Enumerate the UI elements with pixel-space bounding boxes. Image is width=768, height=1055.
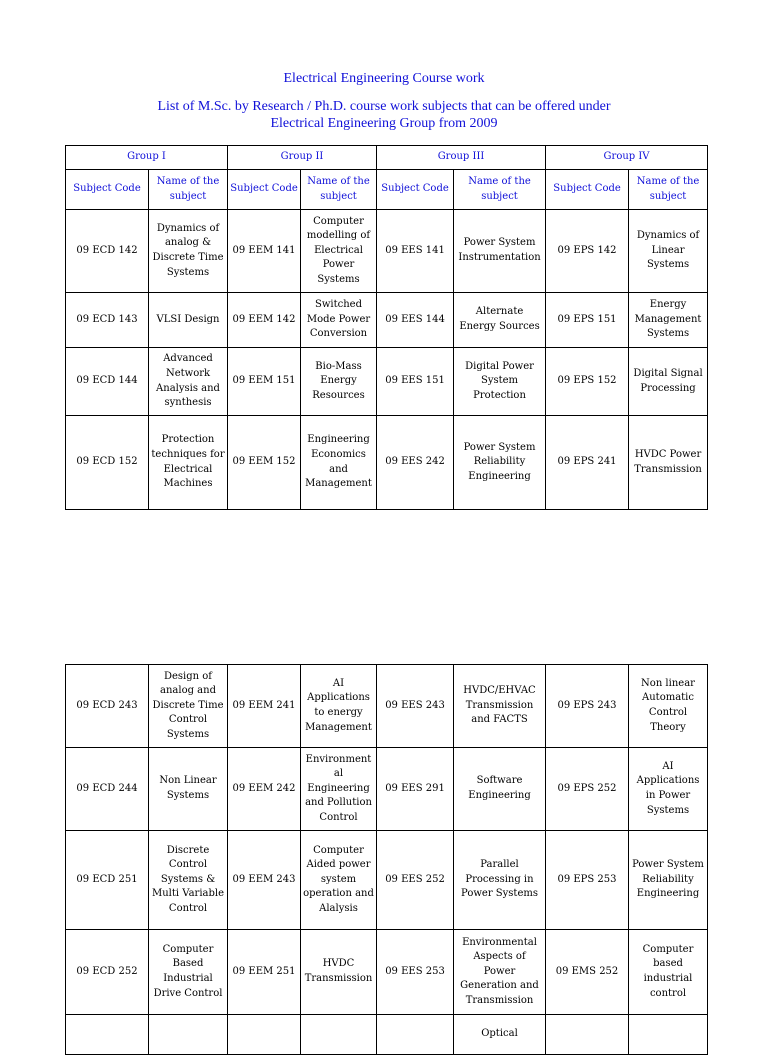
subject-name-cell: Switched Mode Power Conversion: [301, 293, 377, 348]
column-header-subject-name: Name of the subject: [629, 170, 708, 210]
subject-code-cell: 09 ECD 244: [66, 748, 149, 831]
page-title: Electrical Engineering Course work: [283, 71, 485, 86]
table-row: [66, 1015, 708, 1055]
subject-name-cell: Power System Reliability Engineering: [629, 831, 708, 930]
column-header-subject-code: Subject Code: [546, 170, 629, 210]
subject-name-cell: Computer based industrial control: [629, 930, 708, 1015]
subject-name-cell: Computer modelling of Electrical Power Systems: [301, 210, 377, 293]
subject-name-cell: HVDC Transmission: [301, 930, 377, 1015]
subject-name-cell: Discrete Control Systems & Multi Variable Control: [149, 831, 228, 930]
subject-name-cell: Dynamics of Linear Systems: [629, 210, 708, 293]
group-header-row: [66, 146, 708, 170]
subject-code-cell: 09 EPS 152: [546, 348, 629, 416]
subject-code-cell: 09 EPS 252: [546, 748, 629, 831]
table-row: [66, 665, 708, 748]
subject-code-cell: 09 EES 291: [377, 748, 454, 831]
subject-name-cell: Bio-Mass Energy Resources: [301, 348, 377, 416]
subject-code-cell: [546, 1015, 629, 1055]
subject-name-cell: Computer Based Industrial Drive Control: [149, 930, 228, 1015]
subject-name-cell: Digital Power System Protection: [454, 348, 546, 416]
subject-code-cell: [66, 1015, 149, 1055]
subject-name-cell: [629, 1015, 708, 1055]
course-table-part-1: [65, 145, 708, 510]
subject-name-cell: AI Applications in Power Systems: [629, 748, 708, 831]
subject-code-cell: 09 EES 253: [377, 930, 454, 1015]
subject-name-cell: Dynamics of analog & Discrete Time Systems: [149, 210, 228, 293]
subject-code-cell: 09 EPS 243: [546, 665, 629, 748]
column-header-subject-code: Subject Code: [66, 170, 149, 210]
subject-name-cell: Optical: [454, 1015, 546, 1055]
subject-name-cell: VLSI Design: [149, 293, 228, 348]
column-header-subject-name: Name of the subject: [301, 170, 377, 210]
subject-name-cell: Design of analog and Discrete Time Control Systems: [149, 665, 228, 748]
column-header-subject-code: Subject Code: [228, 170, 301, 210]
subject-name-cell: [301, 1015, 377, 1055]
subject-name-cell: [149, 1015, 228, 1055]
subject-name-cell: Engineering Economics and Management: [301, 416, 377, 510]
column-header-row: [66, 170, 708, 210]
subject-name-cell: Power System Instrumentation: [454, 210, 546, 293]
subject-name-cell: Alternate Energy Sources: [454, 293, 546, 348]
subject-name-cell: Computer Aided power system operation and Alalysis: [301, 831, 377, 930]
table-row: [66, 348, 708, 416]
table-row: [66, 293, 708, 348]
subject-code-cell: 09 ECD 152: [66, 416, 149, 510]
subject-code-cell: [228, 1015, 301, 1055]
course-table-part-2: [65, 664, 708, 1055]
subject-name-cell: Non Linear Systems: [149, 748, 228, 831]
subject-name-cell: Software Engineering: [454, 748, 546, 831]
subject-name-cell: Advanced Network Analysis and synthesis: [149, 348, 228, 416]
page-subtitle-line-1: List of M.Sc. by Research / Ph.D. course work subjects that can be offered under: [157, 99, 611, 114]
table-row: [66, 210, 708, 293]
subject-code-cell: 09 EES 151: [377, 348, 454, 416]
subject-name-cell: HVDC/EHVAC Transmission and FACTS: [454, 665, 546, 748]
subject-code-cell: 09 ECD 252: [66, 930, 149, 1015]
table-row: [66, 831, 708, 930]
subject-name-cell: Digital Signal Processing: [629, 348, 708, 416]
subject-code-cell: 09 EPS 241: [546, 416, 629, 510]
group-header-4: Group IV: [546, 146, 708, 170]
subject-code-cell: 09 EES 141: [377, 210, 454, 293]
subject-name-cell: Non linear Automatic Control Theory: [629, 665, 708, 748]
subject-code-cell: 09 EEM 152: [228, 416, 301, 510]
subject-code-cell: 09 EEM 142: [228, 293, 301, 348]
subject-name-cell: Protection techniques for Electrical Machines: [149, 416, 228, 510]
subject-code-cell: [377, 1015, 454, 1055]
group-header-3: Group III: [377, 146, 546, 170]
subject-code-cell: 09 EMS 252: [546, 930, 629, 1015]
group-header-2: Group II: [228, 146, 377, 170]
subject-code-cell: 09 EES 252: [377, 831, 454, 930]
table-row: [66, 930, 708, 1015]
subject-code-cell: 09 EES 242: [377, 416, 454, 510]
subject-code-cell: 09 EPS 151: [546, 293, 629, 348]
subject-code-cell: 09 EEM 251: [228, 930, 301, 1015]
column-header-subject-name: Name of the subject: [149, 170, 228, 210]
subject-name-cell: Parallel Processing in Power Systems: [454, 831, 546, 930]
subject-code-cell: 09 ECD 243: [66, 665, 149, 748]
table-row: [66, 748, 708, 831]
subject-name-cell: AI Applications to energy Management: [301, 665, 377, 748]
subject-name-cell: Power System Reliability Engineering: [454, 416, 546, 510]
subject-code-cell: 09 ECD 144: [66, 348, 149, 416]
group-header-1: Group I: [66, 146, 228, 170]
column-header-subject-name: Name of the subject: [454, 170, 546, 210]
subject-name-cell: HVDC Power Transmission: [629, 416, 708, 510]
subject-code-cell: 09 EPS 253: [546, 831, 629, 930]
subject-code-cell: 09 EES 144: [377, 293, 454, 348]
subject-code-cell: 09 ECD 143: [66, 293, 149, 348]
subject-name-cell: Environment al Engineering and Pollution Control: [301, 748, 377, 831]
subject-code-cell: 09 ECD 142: [66, 210, 149, 293]
subject-name-cell: Energy Management Systems: [629, 293, 708, 348]
subject-code-cell: 09 EEM 242: [228, 748, 301, 831]
subject-code-cell: 09 EPS 142: [546, 210, 629, 293]
page-subtitle-line-2: Electrical Engineering Group from 2009: [270, 116, 498, 131]
table-row: [66, 416, 708, 510]
subject-code-cell: 09 EEM 151: [228, 348, 301, 416]
subject-code-cell: 09 EEM 141: [228, 210, 301, 293]
subject-code-cell: 09 ECD 251: [66, 831, 149, 930]
column-header-subject-code: Subject Code: [377, 170, 454, 210]
subject-name-cell: Environmental Aspects of Power Generation and Transmission: [454, 930, 546, 1015]
subject-code-cell: 09 EES 243: [377, 665, 454, 748]
subject-code-cell: 09 EEM 241: [228, 665, 301, 748]
subject-code-cell: 09 EEM 243: [228, 831, 301, 930]
